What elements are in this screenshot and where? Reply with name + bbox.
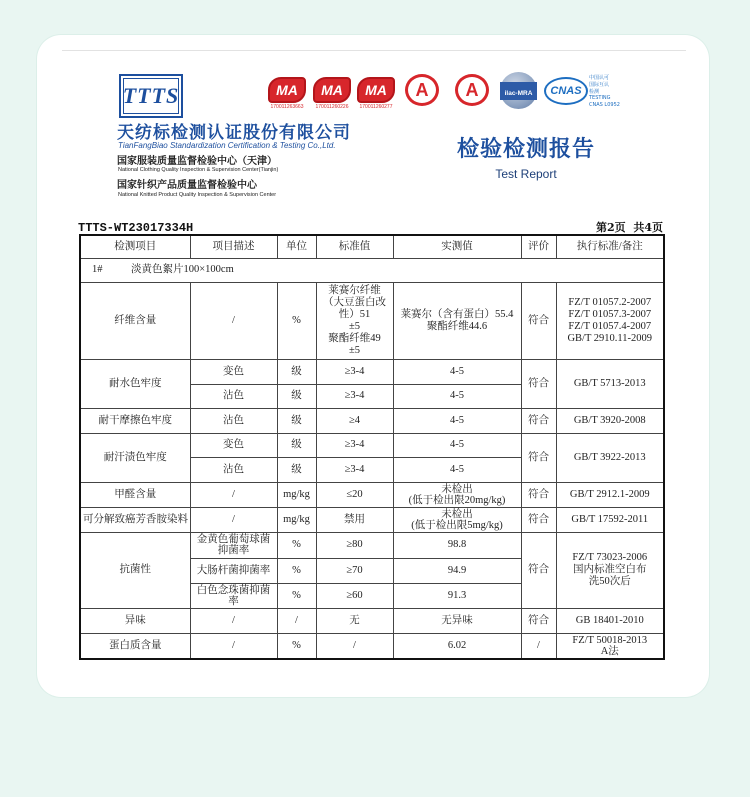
cal-seal-icon (455, 74, 489, 106)
sample-row (80, 258, 664, 282)
cma-seal-mark: MA (276, 82, 298, 98)
cell-result: 未检出 (低于检出限20mg/kg) (393, 482, 521, 507)
ilac-mra-mark: ilac-MRA (504, 89, 533, 97)
table-row (80, 532, 664, 558)
cal-seal-mark: A (415, 79, 429, 100)
cell-description: 白色念珠菌抑菌 率 (190, 583, 277, 608)
cell-standard: ≥3-4 (316, 457, 393, 482)
cell-method: FZ/T 50018-2013 A法 (556, 633, 664, 659)
cell-unit: % (277, 583, 316, 608)
cell-result: 91.3 (393, 583, 521, 608)
cell-description: 变色 (190, 359, 277, 384)
cell-description: / (190, 282, 277, 359)
report-title-en: Test Report (495, 167, 557, 181)
cell-verdict: 符合 (521, 359, 556, 408)
cell-description: 沾色 (190, 384, 277, 408)
cell-item: 可分解致癌芳香胺染料 (80, 507, 190, 532)
cell-unit: 级 (277, 408, 316, 433)
cma-seal-icon (268, 77, 306, 103)
column-header-verdict: 评价 (521, 235, 556, 258)
cell-method: FZ/T 01057.2-2007 FZ/T 01057.3-2007 FZ/T 01057.4-2007 GB/T 2910.11-2009 (556, 282, 664, 359)
knitted-center-en: National Knitted Product Quality Inspection & Supervision Center (118, 192, 277, 198)
cell-item: 抗菌性 (80, 532, 190, 608)
cell-verdict: 符合 (521, 282, 556, 359)
cell-verdict: 符合 (521, 482, 556, 507)
cell-standard: ≥4 (316, 408, 393, 433)
sample-cell (80, 258, 664, 282)
cell-result: 未检出 (低于检出限5mg/kg) (393, 507, 521, 532)
cell-unit: 级 (277, 433, 316, 457)
ttts-logo (119, 74, 183, 118)
column-header-standard: 标准值 (316, 235, 393, 258)
table-row (80, 633, 664, 659)
cell-description: 变色 (190, 433, 277, 457)
sample-id: 1# (92, 264, 103, 275)
cell-item: 耐汗渍色牢度 (80, 433, 190, 482)
cell-verdict: 符合 (521, 507, 556, 532)
company-name-cn: 天纺标检测认证股份有限公司 (117, 123, 351, 143)
cell-item: 蛋白质含量 (80, 633, 190, 659)
report-title-cn: 检验检测报告 (456, 137, 595, 162)
company-name-en: TianFangBiao Standardization Certification & Testing Co.,Ltd. (118, 141, 336, 150)
cma-seal-number: 170011260277 (359, 104, 393, 110)
cell-method: FZ/T 73023-2006 国内标准空白布 洗50次后 (556, 532, 664, 608)
cell-verdict: 符合 (521, 433, 556, 482)
cell-unit: mg/kg (277, 507, 316, 532)
cell-result: 4-5 (393, 359, 521, 384)
column-header-description: 项目描述 (190, 235, 277, 258)
cell-result: 98.8 (393, 532, 521, 558)
report-number: TTTS-WT23017334H (78, 221, 194, 235)
cell-description: 沾色 (190, 457, 277, 482)
table-header-row (80, 235, 664, 258)
table-row (80, 482, 664, 507)
cell-method: GB/T 5713-2013 (556, 359, 664, 408)
cell-unit: % (277, 633, 316, 659)
cell-verdict: 符合 (521, 408, 556, 433)
cma-seal-number: 170011260226 (315, 104, 349, 110)
cell-standard: ≥3-4 (316, 359, 393, 384)
cal-seal-icon (405, 74, 439, 106)
table-row (80, 359, 664, 384)
cnas-caption-line: 国际互认 (589, 81, 610, 88)
table-row (80, 608, 664, 633)
report-title (455, 132, 597, 181)
cell-verdict: 符合 (521, 532, 556, 608)
clothing-center-cn: 国家服装质量监督检验中心（天津） (117, 156, 277, 167)
clothing-center-en: National Clothing Quality Inspection & Supervision Center(Tianjin) (118, 167, 279, 173)
table-row (80, 408, 664, 433)
cal-seal-mark: A (465, 79, 479, 100)
cell-method: GB/T 3920-2008 (556, 408, 664, 433)
cnas-seal-icon (544, 77, 588, 105)
cell-item: 纤维含量 (80, 282, 190, 359)
ttts-logo-text: TTTS (122, 83, 180, 108)
ilac-mra-seal-icon (500, 72, 537, 109)
cell-unit: mg/kg (277, 482, 316, 507)
cma-seal-icon (357, 77, 395, 103)
page-indicator: 第2页 共4页 (596, 221, 663, 234)
top-divider (62, 50, 686, 51)
cnas-seal-mark: CNAS (550, 85, 582, 97)
cell-standard: ≥3-4 (316, 384, 393, 408)
cnas-caption-line: TESTING (589, 95, 611, 102)
cma-seal-mark: MA (365, 82, 387, 98)
cell-result: 4-5 (393, 408, 521, 433)
cell-standard: 莱赛尔纤维 （大豆蛋白改 性）51 ±5 聚酯纤维49 ±5 (316, 282, 393, 359)
cell-result: 4-5 (393, 433, 521, 457)
cell-standard: ≥60 (316, 583, 393, 608)
report-card (37, 35, 709, 697)
cell-method: GB/T 2912.1-2009 (556, 482, 664, 507)
cnas-caption-line: 中国认可 (589, 75, 610, 81)
cell-verdict: 符合 (521, 608, 556, 633)
cell-item: 甲醛含量 (80, 482, 190, 507)
cma-seal-icon (313, 77, 351, 103)
knitted-center-cn: 国家针织产品质量监督检验中心 (117, 180, 257, 191)
table-row (80, 433, 664, 457)
table-row (80, 507, 664, 532)
cell-description: / (190, 507, 277, 532)
report-meta (78, 219, 663, 235)
cell-unit: % (277, 558, 316, 583)
cell-method: GB/T 3922-2013 (556, 433, 664, 482)
test-results-table (79, 234, 665, 660)
cell-result: 94.9 (393, 558, 521, 583)
cell-standard: ≤20 (316, 482, 393, 507)
cnas-caption-line: 检测 (589, 88, 600, 95)
cell-standard: ≥3-4 (316, 433, 393, 457)
cell-result: 4-5 (393, 384, 521, 408)
cell-result: 无异味 (393, 608, 521, 633)
cell-description: 大肠杆菌抑菌率 (190, 558, 277, 583)
cell-unit: 级 (277, 384, 316, 408)
column-header-unit: 单位 (277, 235, 316, 258)
cell-verdict: / (521, 633, 556, 659)
cell-standard: / (316, 633, 393, 659)
cell-result: 4-5 (393, 457, 521, 482)
table-row (80, 282, 664, 359)
cell-unit: / (277, 608, 316, 633)
column-header-item: 检测项目 (80, 235, 190, 258)
sample-description: 淡黄色絮片100×100cm (131, 264, 234, 275)
cell-item: 耐干摩擦色牢度 (80, 408, 190, 433)
cell-standard: ≥70 (316, 558, 393, 583)
cell-unit: % (277, 282, 316, 359)
cell-method: GB/T 17592-2011 (556, 507, 664, 532)
cell-unit: 级 (277, 359, 316, 384)
cell-method: GB 18401-2010 (556, 608, 664, 633)
cell-item: 耐水色牢度 (80, 359, 190, 408)
cell-description: / (190, 608, 277, 633)
cma-seal-number: 170011263663 (270, 104, 304, 110)
column-header-result: 实测值 (393, 235, 521, 258)
cnas-caption-line: CNAS L0952 (589, 102, 620, 109)
ilac-band (500, 82, 537, 100)
cell-description: 沾色 (190, 408, 277, 433)
cell-result: 莱赛尔（含有蛋白）55.4 聚酯纤维44.6 (393, 282, 521, 359)
cell-description: 金黄色葡萄球菌 抑菌率 (190, 532, 277, 558)
cell-standard: 无 (316, 608, 393, 633)
cell-item: 异味 (80, 608, 190, 633)
cnas-caption (589, 75, 620, 109)
column-header-method: 执行标准/备注 (556, 235, 664, 258)
cell-unit: 级 (277, 457, 316, 482)
cell-standard: 禁用 (316, 507, 393, 532)
cma-seal-mark: MA (321, 82, 343, 98)
cell-standard: ≥80 (316, 532, 393, 558)
cell-result: 6.02 (393, 633, 521, 659)
cell-description: / (190, 482, 277, 507)
ttts-logo-frame (123, 78, 179, 114)
cell-description: / (190, 633, 277, 659)
cell-unit: % (277, 532, 316, 558)
